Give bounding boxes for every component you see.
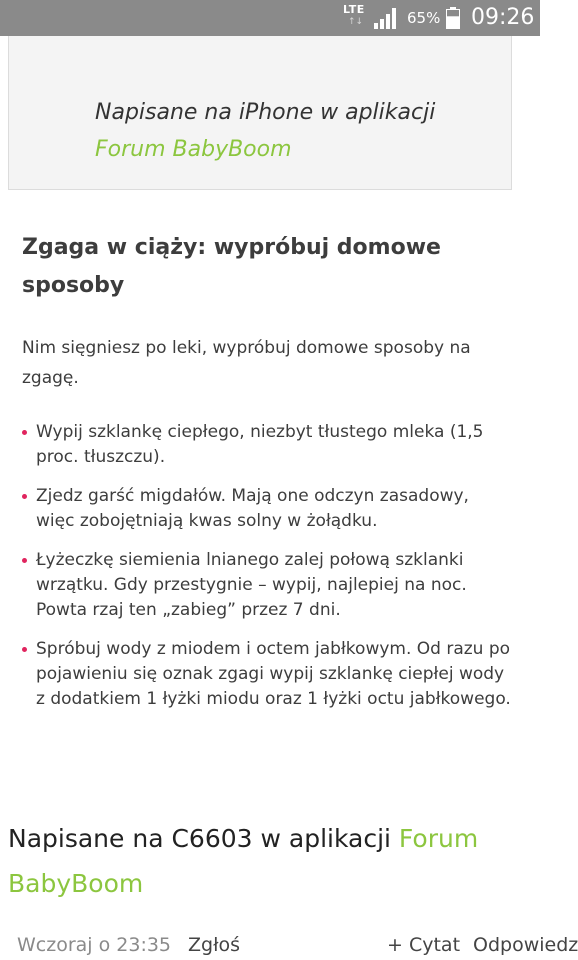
- status-bar: [0, 0, 540, 36]
- quoted-post: [8, 36, 512, 190]
- battery-percent: 65%: [407, 9, 441, 27]
- quoted-signature: [95, 94, 495, 168]
- tip-text: Wypij szklankę ciepłego, niezbyt tłustego mleka (1,5 proc. tłuszczu).: [36, 422, 484, 467]
- tip-text: Łyżeczkę siemienia lnianego zalej połową szklanki wrzątku. Gdy przestygnie – wypij, najlepiej na noc. Powta rzaj ten „zabieg” przez 7 dni.: [36, 550, 467, 620]
- article-lead: Nim sięgniesz po leki, wypróbuj domowe sposoby na zgagę.: [22, 338, 471, 388]
- list-item: [22, 548, 512, 623]
- signal-icon: [373, 7, 399, 29]
- data-activity-icon: ↑↓: [348, 17, 364, 27]
- tip-text: Zjedz garść migdałów. Mają one odczyn zasadowy, więc zobojętniają kwas solny w żołądku.: [36, 486, 469, 531]
- bullet-icon: [22, 558, 27, 563]
- list-item: [22, 637, 512, 712]
- post-timestamp: Wczoraj o 23:35: [17, 934, 172, 956]
- quote-button[interactable]: + Cytat: [387, 934, 461, 956]
- post-signature: [8, 816, 528, 906]
- tips-list: [22, 420, 512, 712]
- post-app-link[interactable]: Forum BabyBoom: [8, 824, 479, 898]
- quoted-app-link[interactable]: Forum BabyBoom: [95, 137, 292, 162]
- post-actions: [0, 930, 578, 960]
- report-button[interactable]: Zgłoś: [188, 934, 240, 956]
- article-title: Zgaga w ciąży: wypróbuj domowe sposoby: [22, 235, 441, 298]
- quoted-signature-text: Napisane na iPhone w aplikacji: [95, 100, 436, 125]
- clock: 09:26: [471, 5, 535, 30]
- bullet-icon: [22, 430, 27, 435]
- list-item: [22, 484, 512, 534]
- battery-icon: [446, 7, 460, 29]
- network-type: LTE: [343, 3, 365, 16]
- tip-text: Spróbuj wody z miodem i octem jabłkowym. Od razu po pojawieniu się oznak zgagi wypij szklankę ciepłej wody z dodatkiem 1 łyżki miodu oraz 1 łyżki octu jabłkowego.: [36, 639, 511, 709]
- bullet-icon: [22, 647, 27, 652]
- reply-button[interactable]: Odpowiedz: [473, 934, 578, 956]
- bullet-icon: [22, 494, 27, 499]
- list-item: [22, 420, 512, 470]
- post-signature-text: Napisane na C6603 w aplikacji: [8, 824, 391, 853]
